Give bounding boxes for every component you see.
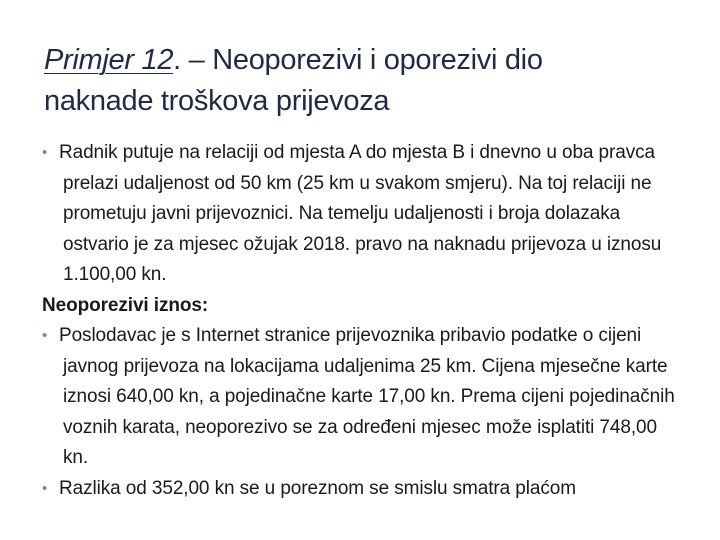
title-line-1-rest: . – Neoporezivi i oporezivi dio	[173, 44, 543, 76]
section-heading-neoporezivi: Neoporezivi iznos:	[42, 294, 209, 316]
bullet-item-3	[42, 474, 682, 505]
title-line-2: naknade troškova prijevoza	[44, 85, 390, 117]
bullet-text-1: Radnik putuje na relaciji od mjesta A do mjesta B i dnevno u oba pravca prelazi udaljenost od 50 km (25 km u svakom smjeru). Na toj relaciji ne prometuju javni prijevoznici. Na temelju udaljenosti i broja dolazaka ostvario je za mjesec ožujak 2018. pravo na naknadu prijevoza u iznosu 1.100,00 kn.	[59, 142, 662, 285]
bullet-dot-icon: •	[42, 479, 48, 497]
bullet-item-2	[42, 321, 682, 474]
bullet-text-2: Poslodavac je s Internet stranice prijevoznika pribavio podatke o cijeni javnog prijevoza na lokacijama udaljenima 25 km. Cijena mjesečne karte iznosi 640,00 kn, a pojedinačne karte 17,00 kn. Prema cijeni pojedinačnih voznih karata, neoporezivo se za određeni mjesec može isplatiti 748,00 kn.	[59, 325, 675, 468]
slide-title	[44, 40, 684, 122]
slide-body	[42, 138, 682, 504]
bullet-dot-icon: •	[42, 327, 48, 344]
bullet-dot-icon: •	[42, 144, 48, 161]
title-example-number: Primjer 12	[44, 44, 174, 76]
bullet-item-1	[42, 138, 682, 291]
bullet-text-3: Razlika od 352,00 kn se u poreznom se smislu smatra plaćom	[59, 477, 576, 499]
